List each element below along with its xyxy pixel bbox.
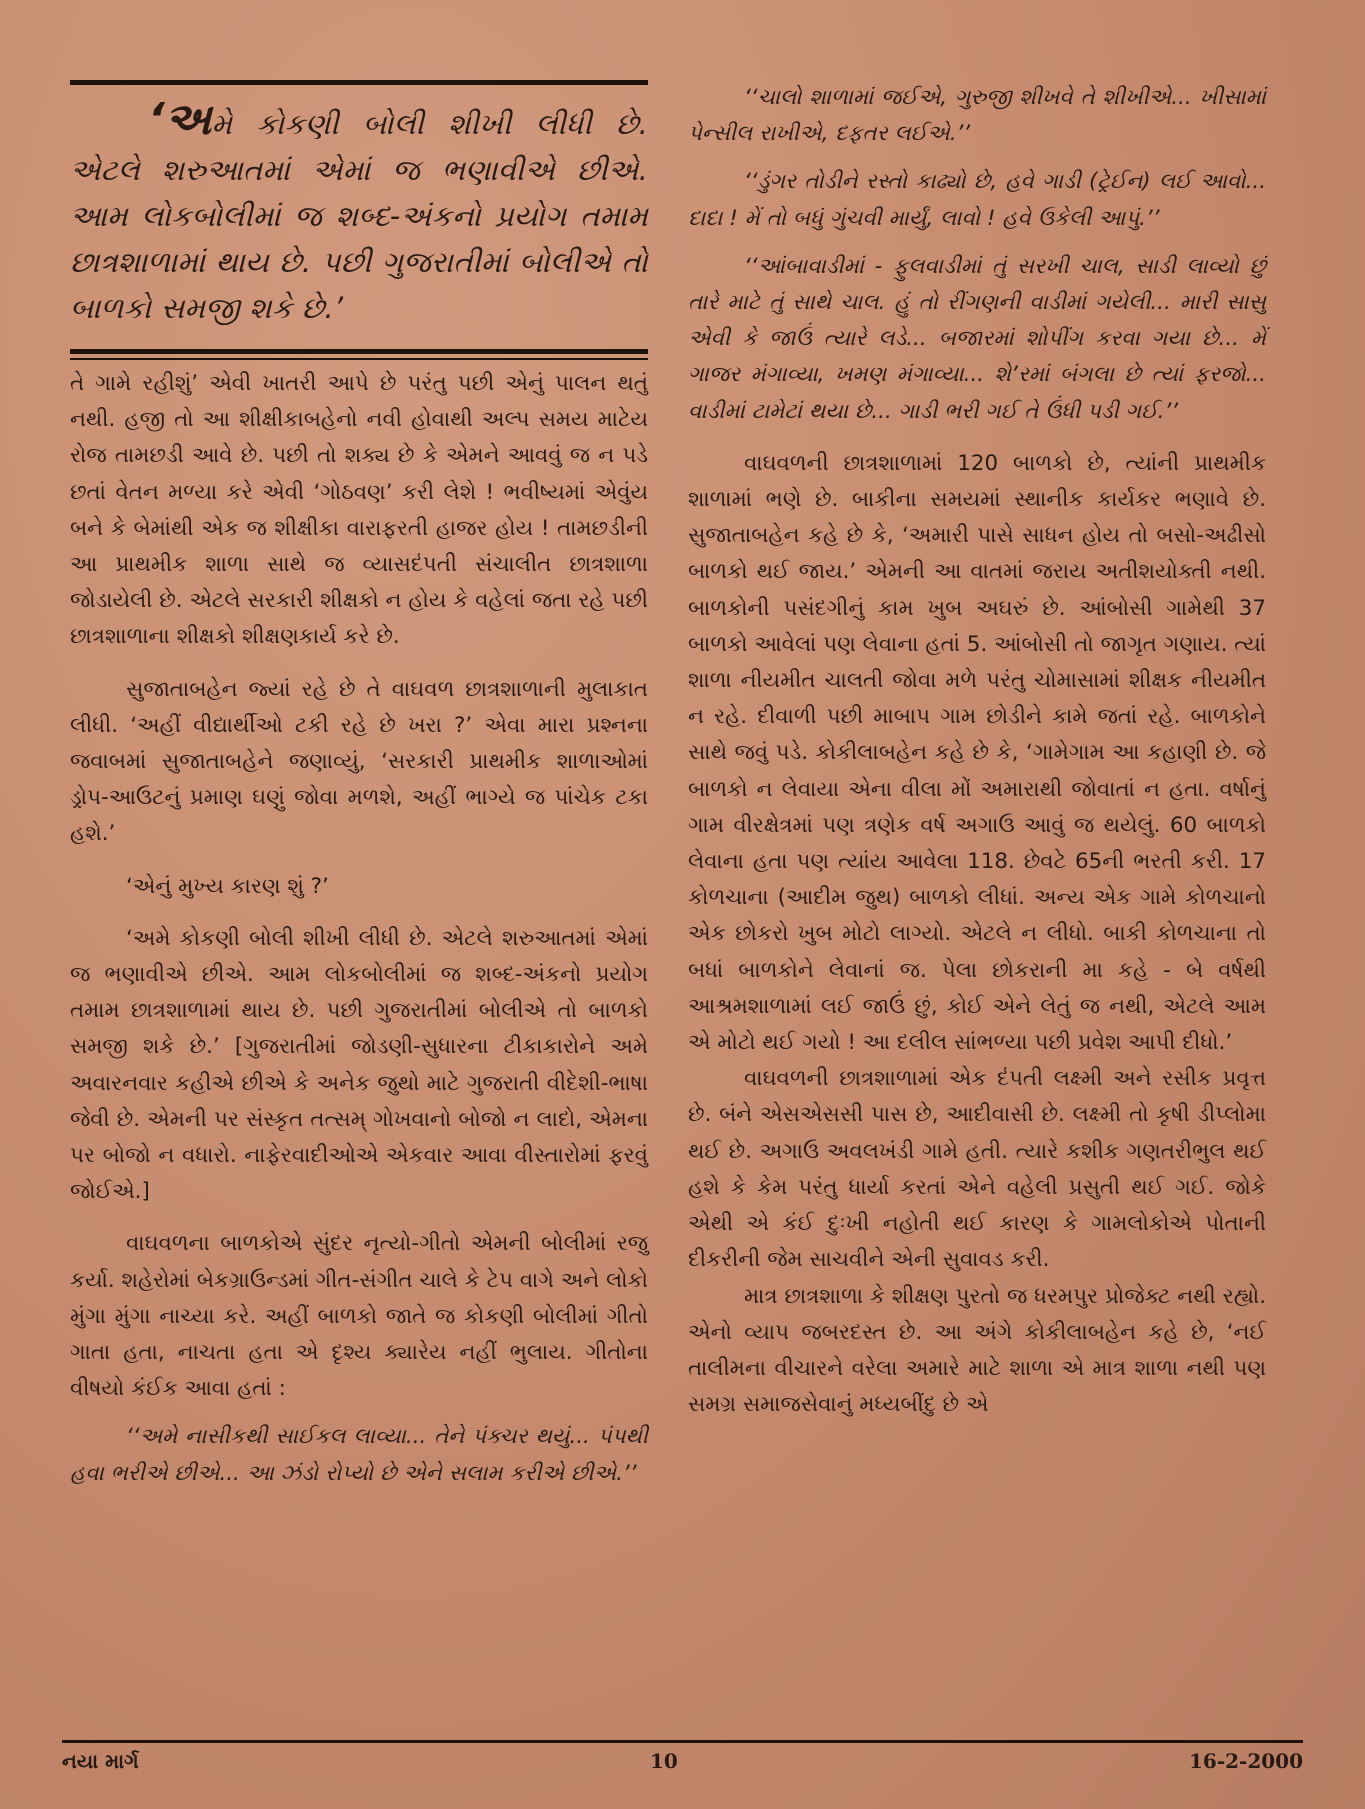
left-paragraph-5: વાઘવળના બાળકોએ સુંદર નૃત્યો-ગીતો એમની બોલીમાં રજુ કર્યા. શહેરોમાં બેકગ્રાઉન્ડમાં ગીત-સંગીત ચાલે કે ટેપ વાગે અને લોકો મુંગા મુંગા નાચ્યા કરે. અહીં બાળકો જાતે જ કોકણી બોલીમાં ગીતો ગાતા હતા, નાચતા હતા એ દૃશ્ય ક્યારેય નહીં ભુલાય. ગીતોના વીષયો કંઈક આવા હતાં :: [70, 1231, 648, 1402]
right-song-1: ‘‘ચાલો શાળામાં જઈએ, ગુરુજી શીખવે તે શીખીએ... ખીસામાં પેન્સીલ રાખીએ, દફતર લઈએ.’’: [688, 85, 1266, 147]
pull-quote-bottom-thin-rule: [70, 358, 648, 360]
right-paragraph-1: વાઘવળની છાત્રશાળામાં 120 બાળકો છે, ત્યાંની પ્રાથમીક શાળામાં ભણે છે. બાકીના સમયમાં સ્થાનીક કાર્યકર ભણાવે છે. સુજાતાબહેન કહે છે કે, ‘અમારી પાસે સાધન હોય તો બસો-અઢીસો બાળકો થઈ જાય.’ એમની આ વાતમાં જરાય અતીશયોક્તી નથી. બાળકોની પસંદગીનું કામ ખુબ અઘરું છે. આંબોસી ગામેથી 37 બાળકો આવેલાં પણ લેવાના હતાં 5. આંબોસી તો જાગૃત ગણાય. ત્યાં શાળા નીયમીત ચાલતી જોવા મળે પરંતુ ચોમાસામાં શીક્ષક નીયમીત ન રહે. દીવાળી પછી માબાપ ગામ છોડીને કામે જતાં રહે. બાળકોને સાથે જવું પડે. કોકીલાબહેન કહે છે કે, ‘ગામેગામ આ કહાણી છે. જે બાળકો ન લેવાયા એના વીલા મોં અમારાથી જોવાતાં ન હતા. વર્ષાનું ગામ વીરક્ષેત્રમાં પણ ત્રણેક વર્ષ અગાઉ આવું જ થયેલું. 60 બાળકો લેવાના હતા પણ ત્યાંય આવેલા 118. છેવટે 65ની ભરતી કરી. 17 કોળચાના (આદીમ જુથ) બાળકો લીધાં. અન્ય એક ગામે કોળચાનો એક છોકરો ખુબ મોટો લાગ્યો. એટલે ન લીધો. બાકી કોળચાના તો બધાં બાળકોને લેવાનાં જ. પેલા છોકરાની મા કહે - બે વર્ષથી આશ્રમશાળામાં લઈ જાઉં છું, કોઈ એને લેતું જ નથી, એટલે આમ એ મોટો થઈ ગયો ! આ દલીલ સાંભળ્યા પછી પ્રવેશ આપી દીધો.’: [688, 450, 1266, 1056]
left-paragraph-4: ‘અમે કોકણી બોલી શીખી લીધી છે. એટલે શરુઆતમાં એમાં જ ભણાવીએ છીએ. આમ લોકબોલીમાં જ શબ્દ-અંકનો પ્રયોગ તમામ છાત્રશાળામાં થાય છે. પછી ગુજરાતીમાં બોલીએ તો બાળકો સમજી શકે છે.’ [ગુજરાતીમાં જોડણી-સુધારના ટીકાકારોને અમે અવારનવાર કહીએ છીએ કે અનેક જુથો માટે ગુજરાતી વીદેશી-ભાષા જેવી છે. એમની પર સંસ્કૃત તત્સમ્ ગોખવાનો બોજો ન લાદો, એમના પર બોજો ન વધારો. નાફેરવાદીઓએ એકવાર આવા વીસ્તારોમાં ફરવું જોઈએ.]: [70, 925, 648, 1205]
pull-quote-top-rule: [70, 80, 648, 85]
issue-date: 16-2-2000: [1188, 1749, 1303, 1773]
right-song-3: ‘‘આંબાવાડીમાં - ફુલવાડીમાં તું સરખી ચાલ, સાડી લાવ્યો છું તારે માટે તું સાથે ચાલ. હું તો રીંગણની વાડીમાં ગયેલી... મારી સાસુ એવી કે જાઉં ત્યારે લડે... બજારમાં શોપીંગ કરવા ગયા છે... મેં ગાજર મંગાવ્યા, ખમણ મંગાવ્યા... શે’રમાં બંગલા છે ત્યાં ફરજો... વાડીમાં ટામેટાં થયા છે... ગાડી ભરી ગઈ તે ઉંધી પડી ગઈ.’’: [688, 253, 1266, 424]
pull-quote-text: મે કોકણી બોલી શીખી લીધી છે. એટલે શરુઆતમાં એમાં જ ભણાવીએ છીએ. આમ લોકબોલીમાં જ શબ્દ-અંકનો પ્રયોગ તમામ છાત્રશાળામાં થાય છે. પછી ગુજરાતીમાં બોલીએ તો બાળકો સમજી શકે છે.’: [70, 107, 648, 325]
left-paragraph-3: ‘એનું મુખ્ય કારણ શું ?’: [126, 873, 329, 899]
right-column: [688, 80, 1266, 1423]
left-paragraph-1: તે ગામે રહીશું’ એવી ખાતરી આપે છે પરંતુ પછી એનું પાલન થતું નથી. હજી તો આ શીક્ષીકાબહેનો નવી હોવાથી અલ્પ સમય માટેય રોજ તામછડી આવે છે. પછી તો શક્ય છે કે એમને આવવું જ ન પડે છતાં વેતન મળ્યા કરે એવી ‘ગોઠવણ’ કરી લેશે ! ભવીષ્યમાં એવુંય બને કે બેમાંથી એક જ શીક્ષીકા વારાફરતી હાજર હોય ! તામછડીની આ પ્રાથમીક શાળા સાથે જ વ્યાસદંપતી સંચાલીત છાત્રશાળા જોડાયેલી છે. એટલે સરકારી શીક્ષકો ન હોય કે વહેલાં જતા રહે પછી છાત્રશાળાના શીક્ષકો શીક્ષણકાર્ય કરે છે.: [70, 371, 648, 650]
pull-quote: [70, 94, 648, 331]
left-song-1: ‘‘અમે નાસીકથી સાઈકલ લાવ્યા... તેને પંક્ચર થયું... પંપથી હવા ભરીએ છીએ... આ ઝંડો રોપ્યો છે એને સલામ કરીએ છીએ.’’: [70, 1424, 648, 1486]
left-column: [70, 80, 648, 1492]
right-paragraph-2: વાઘવળની છાત્રશાળામાં એક દંપતી લક્ષ્મી અને રસીક પ્રવૃત્ત છે. બંને એસએસસી પાસ છે, આદીવાસી છે. લક્ષ્મી તો કૃષી ડીપ્લોમા થઈ છે. અગાઉ અવલખંડી ગામે હતી. ત્યારે કશીક ગણતરીભુલ થઈ હશે કે કેમ પરંતુ ધાર્યા કરતાં એને વહેલી પ્રસુતી થઈ ગઈ. જોકે એથી એ કંઈ દુઃખી નહોતી થઈ કારણ કે ગામલોકોએ પોતાની દીકરીની જેમ સાચવીને એની સુવાવડ કરી.: [688, 1066, 1266, 1273]
page-footer: [62, 1740, 1303, 1773]
publication-name: નયા માર્ગ: [62, 1749, 139, 1773]
left-paragraph-2: સુજાતાબહેન જ્યાં રહે છે તે વાઘવળ છાત્રશાળાની મુલાકાત લીધી. ‘અહીં વીદ્યાર્થીઓ ટકી રહે છે ખરા ?’ એવા મારા પ્રશ્નના જવાબમાં સુજાતાબહેને જણાવ્યું, ‘સરકારી પ્રાથમીક શાળાઓમાં ડ્રોપ-આઉટનું પ્રમાણ ઘણું જોવા મળશે, અહીં ભાગ્યે જ પાંચેક ટકા હશે.’: [70, 676, 648, 847]
pull-quote-bottom-rule: [70, 349, 648, 354]
pull-quote-dropcap: ‘અ: [148, 94, 212, 145]
right-song-2: ‘‘ડુંગર તોડીને રસ્તો કાઢ્યો છે, હવે ગાડી (ટ્રેઈન) લઈ આવો... દાદા ! મેં તો બધું ગુંચવી માર્યું, લાવો ! હવે ઉકેલી આપું.’’: [688, 169, 1266, 231]
page-number: 10: [649, 1749, 678, 1773]
right-paragraph-3: માત્ર છાત્રશાળા કે શીક્ષણ પુરતો જ ધરમપુર પ્રોજેક્ટ નથી રહ્યો. એનો વ્યાપ જબરદસ્ત છે. આ અંગે કોકીલાબહેન કહે છે, ‘નઈ તાલીમના વીચારને વરેલા અમારે માટે શાળા એ માત્ર શાળા નથી પણ સમગ્ર સમાજસેવાનું મધ્યબીંદુ છે એ: [688, 1283, 1266, 1418]
